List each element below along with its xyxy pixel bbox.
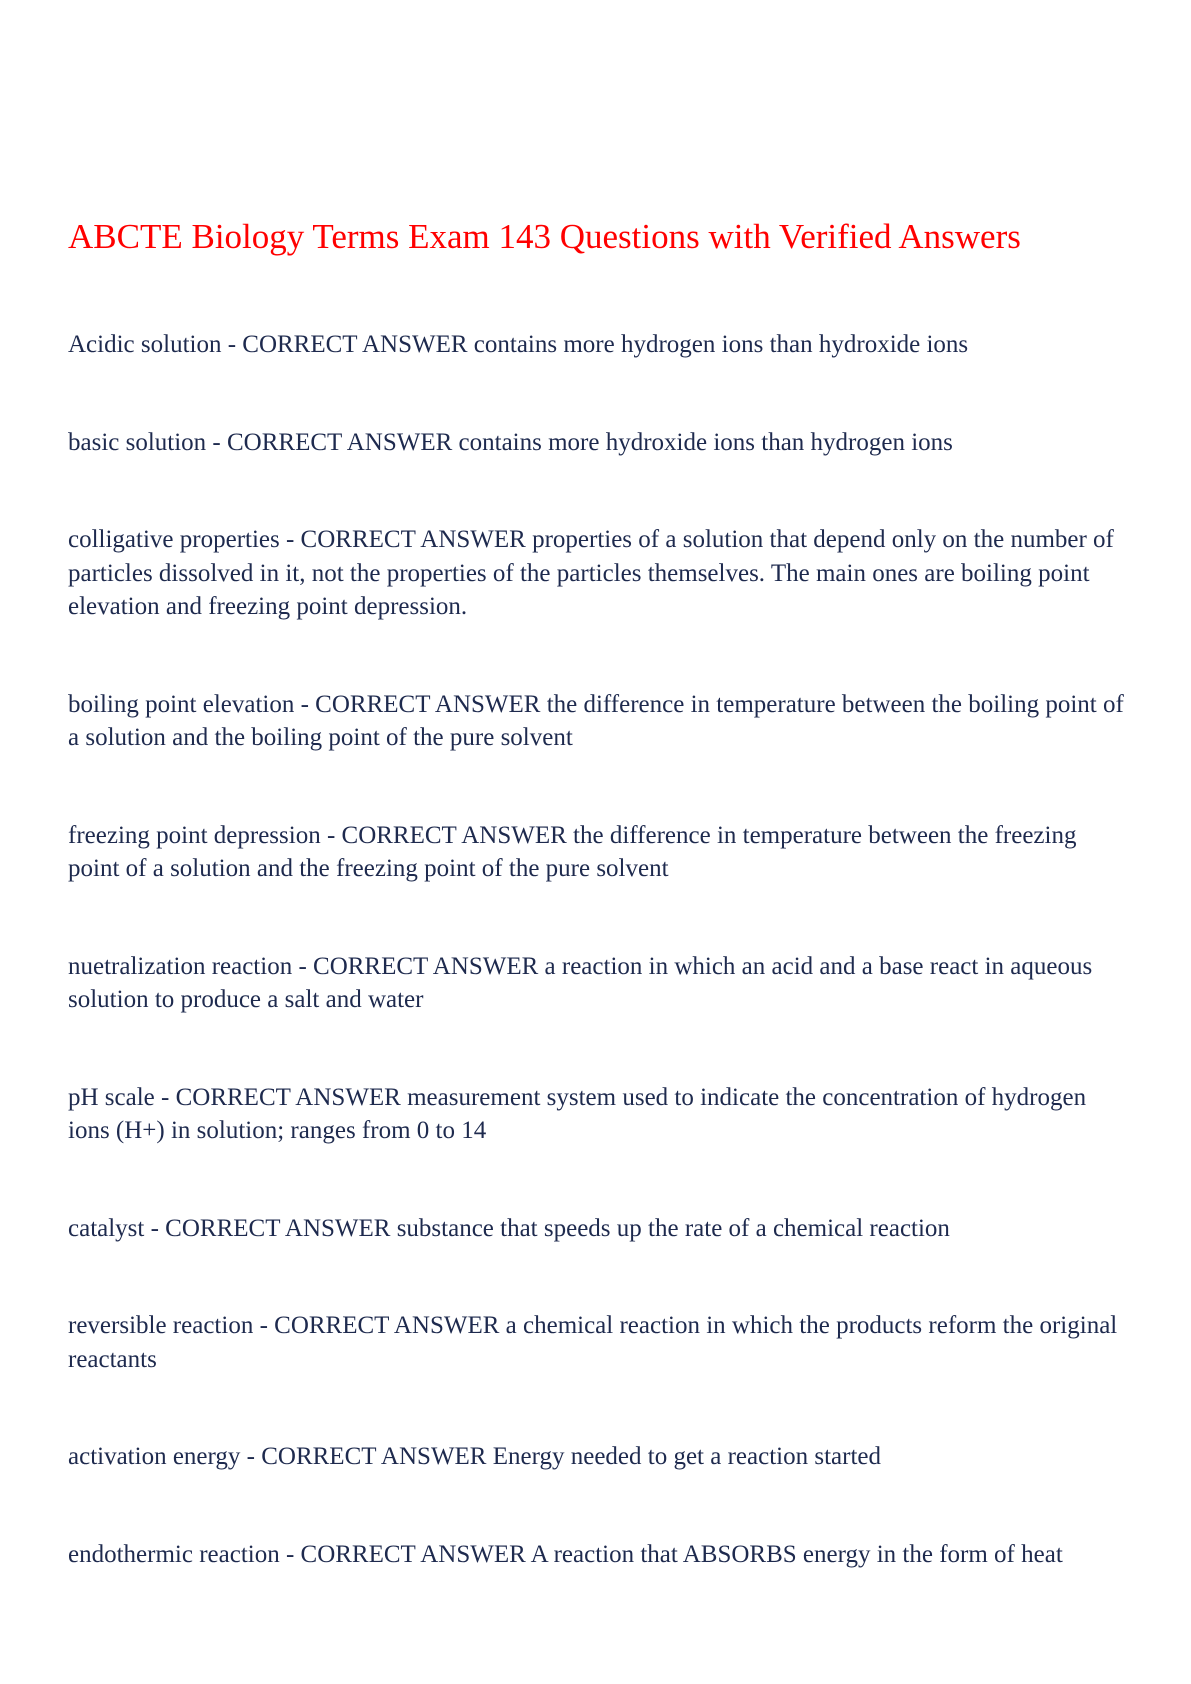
term-entry-basic-solution: basic solution - CORRECT ANSWER contains more hydroxide ions than hydrogen ions [68, 428, 953, 456]
term-entry-colligative-properties: colligative properties - CORRECT ANSWER properties of a solution that depend only on the number of particles dissolved in it, not the properties of the particles themselves. The main ones are boiling point elevation and freezing point depression. [68, 526, 1114, 620]
document-title: ABCTE Biology Terms Exam 143 Questions with Verified Answers [68, 217, 1021, 256]
term-entry-activation-energy: activation energy - CORRECT ANSWER Energy needed to get a reaction started [68, 1443, 881, 1470]
term-entry-freezing-point-depression: freezing point depression - CORRECT ANSWER the difference in temperature between the freezing point of a solution and the freezing point of the pure solvent [68, 821, 1077, 882]
term-entry-endothermic-reaction: endothermic reaction - CORRECT ANSWER A reaction that ABSORBS energy in the form of heat [68, 1540, 1063, 1568]
term-entry-acidic-solution: Acidic solution - CORRECT ANSWER contains more hydrogen ions than hydroxide ions [68, 331, 969, 358]
term-list [68, 328, 1128, 1571]
term-entry-neutralization-reaction: nuetralization reaction - CORRECT ANSWER a reaction in which an acid and a base react in aqueous solution to produce a salt and water [68, 952, 1093, 1013]
term-entry-ph-scale: pH scale - CORRECT ANSWER measurement system used to indicate the concentration of hydrogen ions (H+) in solution; ranges from 0 to 14 [68, 1083, 1087, 1144]
term-entry-reversible-reaction: reversible reaction - CORRECT ANSWER a chemical reaction in which the products reform the original reactants [68, 1312, 1118, 1373]
term-entry-boiling-point-elevation: boiling point elevation - CORRECT ANSWER the difference in temperature between the boiling point of a solution and the boiling point of the pure solvent [68, 690, 1124, 751]
term-entry-catalyst: catalyst - CORRECT ANSWER substance that speeds up the rate of a chemical reaction [68, 1214, 950, 1242]
